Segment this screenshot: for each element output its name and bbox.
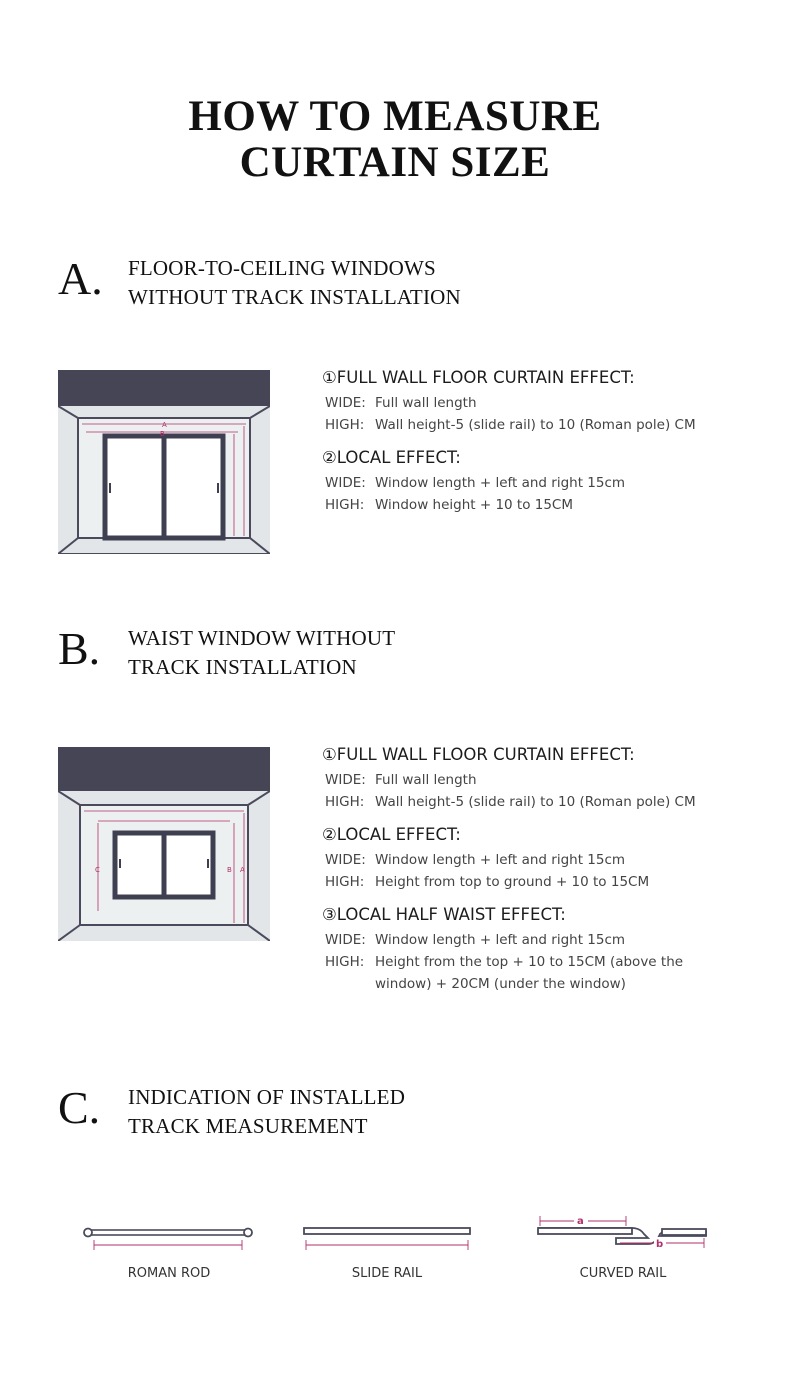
high-key: HIGH: (325, 954, 365, 970)
section-b-effect-1 (322, 743, 762, 813)
waist-window-diagram (58, 747, 270, 941)
section-a-title (128, 254, 461, 312)
slide-rail-bar (304, 1228, 470, 1234)
high-value: Wall height-5 (slide rail) to 10 (Roman pole) CM (375, 417, 696, 433)
high-value: Wall height-5 (slide rail) to 10 (Roman pole) CM (375, 794, 696, 810)
high-value: Height from top to ground + 10 to 15CM (375, 874, 650, 890)
section-c-title-line1: INDICATION OF INSTALLED (128, 1085, 406, 1109)
section-a-effect-1 (322, 366, 762, 436)
page-title (0, 94, 790, 186)
rod-bar (86, 1230, 250, 1235)
label-a: A (240, 866, 245, 874)
curved-rail-diagram (536, 1212, 712, 1258)
wide-key: WIDE: (325, 932, 366, 948)
section-b-letter: B. (58, 623, 101, 674)
wide-value: Full wall length (375, 395, 477, 411)
wide-value: Full wall length (375, 772, 477, 788)
wide-value: Window length + left and right 15cm (375, 932, 626, 948)
section-a-title-line2: WITHOUT TRACK INSTALLATION (128, 285, 461, 309)
section-a-effect-2 (322, 446, 762, 516)
effect-title: ①FULL WALL FLOOR CURTAIN EFFECT: (322, 368, 635, 387)
label-a: A (162, 421, 167, 429)
section-b-title-line2: TRACK INSTALLATION (128, 655, 357, 679)
high-key: HIGH: (325, 794, 365, 810)
high-key: HIGH: (325, 497, 365, 513)
ceiling-band (58, 747, 270, 791)
section-b-title (128, 624, 395, 682)
effect-title: ②LOCAL EFFECT: (322, 825, 461, 844)
high-value: Window height + 10 to 15CM (375, 497, 574, 513)
section-c-title-line2: TRACK MEASUREMENT (128, 1114, 368, 1138)
section-b-effect-3 (322, 903, 762, 995)
wide-value: Window length + left and right 15cm (375, 475, 626, 491)
roman-rod-diagram (80, 1220, 256, 1256)
section-a-letter: A. (58, 253, 103, 304)
slide-rail-label: SLIDE RAIL (351, 1266, 423, 1281)
label-b: B (160, 430, 165, 438)
section-a-info (322, 366, 762, 526)
section-c-letter: C. (58, 1082, 101, 1133)
rod-measure (94, 1240, 242, 1250)
label-c: C (95, 866, 100, 874)
high-key: HIGH: (325, 417, 365, 433)
effect-title: ③LOCAL HALF WAIST EFFECT: (322, 905, 566, 924)
effect-title: ②LOCAL EFFECT: (322, 448, 461, 467)
effect-title: ①FULL WALL FLOOR CURTAIN EFFECT: (322, 745, 635, 764)
label-b: B (227, 866, 232, 874)
curved-rail-label: CURVED RAIL (579, 1266, 667, 1281)
wide-key: WIDE: (325, 395, 366, 411)
slide-rail-diagram (300, 1222, 476, 1256)
section-b-effect-2 (322, 823, 762, 893)
ceiling-band (58, 370, 270, 406)
wide-key: WIDE: (325, 852, 366, 868)
high-value: Height from the top + 10 to 15CM (above the window) + 20CM (under the window) (375, 954, 684, 992)
section-a-title-line1: FLOOR-TO-CEILING WINDOWS (128, 256, 436, 280)
section-b-info (322, 743, 762, 1005)
rod-finial-left (84, 1229, 92, 1237)
page-title-line2: CURTAIN SIZE (239, 139, 551, 186)
wide-key: WIDE: (325, 772, 366, 788)
roman-rod-label: ROMAN ROD (127, 1266, 211, 1281)
rod-finial-right (244, 1229, 252, 1237)
wide-value: Window length + left and right 15cm (375, 852, 626, 868)
page-title-line1: HOW TO MEASURE (188, 93, 602, 140)
floor-window-diagram (58, 370, 270, 554)
slide-rail-measure (306, 1240, 468, 1250)
high-key: HIGH: (325, 874, 365, 890)
section-b-title-line1: WAIST WINDOW WITHOUT (128, 626, 396, 650)
curved-rail-mark-b: b (656, 1239, 664, 1250)
section-c-title (128, 1083, 405, 1141)
curved-rail-mark-a: a (577, 1216, 584, 1227)
wide-key: WIDE: (325, 475, 366, 491)
